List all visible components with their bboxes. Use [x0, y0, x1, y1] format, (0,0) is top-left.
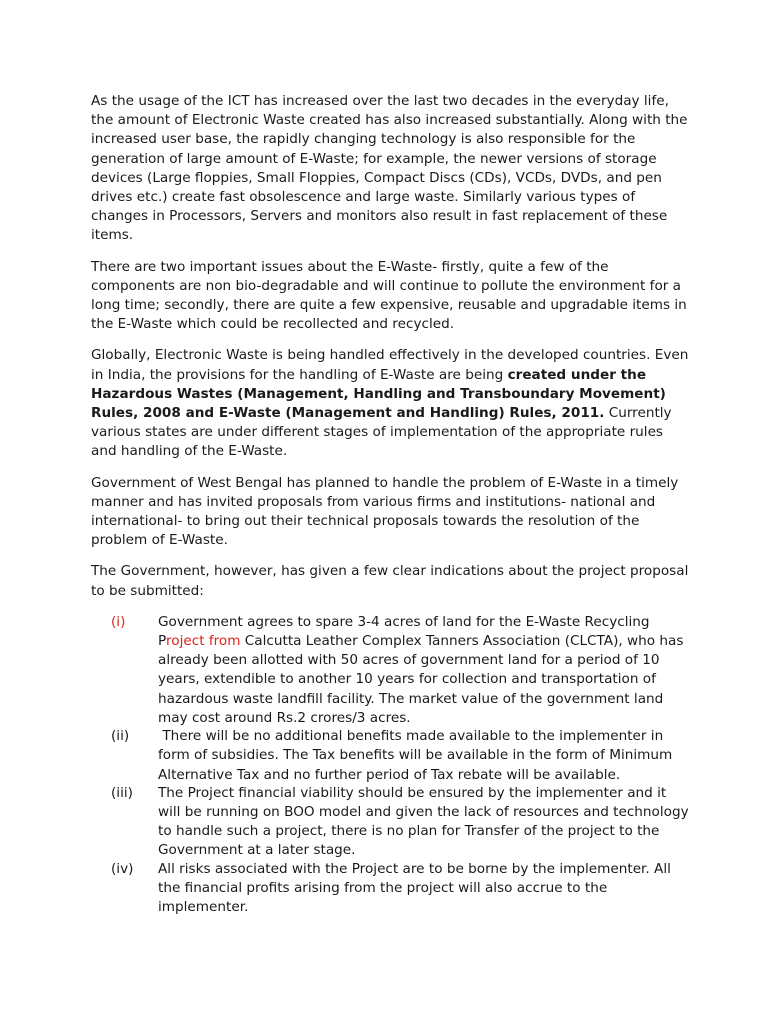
list-item	[91, 860, 691, 918]
document-page	[91, 92, 691, 917]
list-item-text-highlight: roject from	[165, 633, 241, 650]
list-item	[91, 613, 691, 728]
list-item-number: (ii)	[111, 728, 130, 745]
list-item-text: The Project financial viability should be ensured by the implementer and it will be running on BOO model and given the lack of resources and technology to handle such a project, there is no plan for Transfer of the project to the Government at a later stage.	[158, 784, 689, 859]
indications-list	[91, 613, 691, 917]
paragraph-ewaste-rules	[91, 346, 691, 461]
list-item-text	[158, 613, 691, 728]
paragraph-ewaste-issues: There are two important issues about the E-Waste- firstly, quite a few of the components are non bio-degradable and will continue to pollute the environment for a long time; secondly, there are quite a few expensive, reusable and upgradable items in the E-Waste which could be recollected and recycled.	[91, 258, 687, 333]
rules-bold-text: created under the Hazardous Wastes (Management, Handling and Transboundary Movement) Rules, 2008 and E-Waste (Management and Handling) Rules, 2011.	[91, 366, 666, 422]
list-item-text: All risks associated with the Project are to be borne by the implementer. All the financial profits arising from the project will also accrue to the implementer.	[158, 860, 671, 915]
list-item	[91, 784, 691, 861]
rules-intro-text: Globally, Electronic Waste is being handled effectively in the developed countries. Even in India, the provisions for the handling of E-Waste are being	[91, 347, 689, 383]
rules-closing-text: Currently various states are under different stages of implementation of the appropriate rules and handling of the E-Waste.	[91, 405, 672, 460]
list-item-number: (iii)	[111, 784, 133, 801]
list-item-text: There will be no additional benefits made available to the implementer in form of subsidies. The Tax benefits will be available in the form of Minimum Alternative Tax and no further period of Tax rebate will be available.	[158, 728, 677, 783]
list-item-text-part: Government agrees to spare 3-4 acres of land for the E-Waste Recycling P	[158, 613, 650, 650]
list-item-number: (i)	[111, 613, 126, 630]
paragraph-west-bengal-plan: Government of West Bengal has planned to handle the problem of E-Waste in a timely manner and has invited proposals from various firms and institutions- national and international- to bring out their technical proposals towards the resolution of the problem of E-Waste.	[91, 474, 679, 549]
paragraph-proposal-indications: The Government, however, has given a few clear indications about the project proposal to be submitted:	[91, 563, 689, 599]
list-item	[91, 727, 691, 785]
paragraph-ict-ewaste-growth: As the usage of the ICT has increased over the last two decades in the everyday life, the amount of Electronic Waste created has also increased substantially. Along with the increased user base, the rapidly changing technology is also responsible for the generation of large amount of E-Waste; for example, the newer versions of storage devices (Large floppies, Small Floppies, Compact Discs (CDs), VCDs, DVDs, and pen drives etc.) create fast obsolescence and large waste. Similarly various types of changes in Processors, Servers and monitors also result in fast replacement of these items.	[91, 93, 688, 244]
list-item-number: (iv)	[111, 860, 134, 877]
list-item-text-part: Calcutta Leather Complex Tanners Association (CLCTA), who has already been allotted with 50 acres of government land for a period of 10 years, extendible to another 10 years for collection and transportation of hazardous waste landfill facility. The market value of the government land may cost around Rs.2 crores/3 acres.	[158, 633, 684, 726]
